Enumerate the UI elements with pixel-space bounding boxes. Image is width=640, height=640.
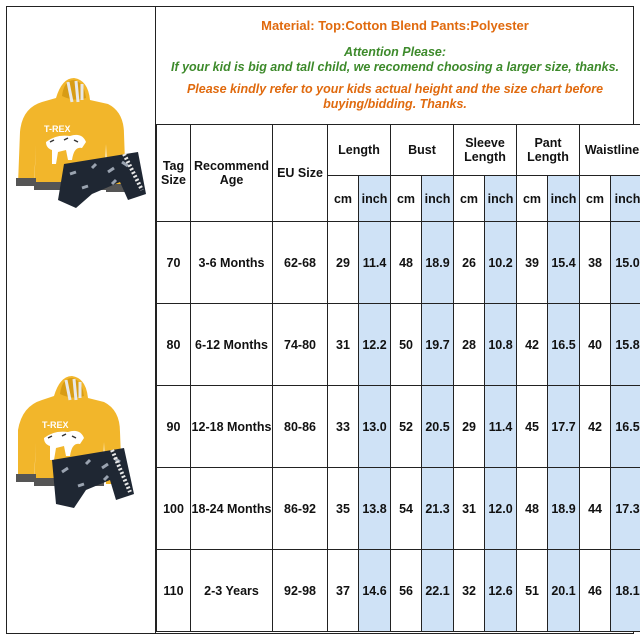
cell-sleeve-inch: 12.0: [485, 468, 517, 550]
cell-sleeve-cm: 26: [454, 222, 485, 304]
cell-sleeve-cm: 28: [454, 304, 485, 386]
chart-header: [156, 6, 634, 124]
header-waist: Waistline: [580, 125, 640, 176]
cell-bust-inch: 21.3: [422, 468, 454, 550]
cell-waist-inch: 15.0: [611, 222, 640, 304]
cell-waist-inch: 17.3: [611, 468, 640, 550]
cell-pant-inch: 16.5: [548, 304, 580, 386]
cell-waist-inch: 16.5: [611, 386, 640, 468]
attention-title: Attention Please:: [343, 45, 447, 59]
cell-pant-cm: 51: [517, 550, 548, 632]
header-tag-size: Tag Size: [157, 125, 191, 222]
cell-age: 6-12 Months: [191, 304, 273, 386]
unit-cell: cm: [454, 176, 485, 222]
header-pant: Pant Length: [517, 125, 580, 176]
table-row: [157, 550, 640, 632]
cell-length-inch: 11.4: [359, 222, 391, 304]
cell-pant-inch: 20.1: [548, 550, 580, 632]
cell-length-inch: 13.8: [359, 468, 391, 550]
cell-bust-cm: 50: [391, 304, 422, 386]
cell-pant-cm: 48: [517, 468, 548, 550]
cell-bust-cm: 52: [391, 386, 422, 468]
cell-sleeve-cm: 29: [454, 386, 485, 468]
cell-tag-size: 100: [157, 468, 191, 550]
unit-cell: inch: [611, 176, 640, 222]
hoodie-print-text: T-REX: [44, 124, 71, 134]
refer-line-1: Please kindly refer to your kids actual height and the size chart before: [186, 82, 604, 96]
header-length: Length: [328, 125, 391, 176]
cell-pant-cm: 42: [517, 304, 548, 386]
cell-sleeve-inch: 11.4: [485, 386, 517, 468]
cell-length-inch: 14.6: [359, 550, 391, 632]
unit-cell: cm: [517, 176, 548, 222]
cell-length-inch: 13.0: [359, 386, 391, 468]
cell-length-inch: 12.2: [359, 304, 391, 386]
unit-cell: cm: [391, 176, 422, 222]
cell-waist-cm: 46: [580, 550, 611, 632]
attention-note: [156, 45, 634, 75]
table-row: [157, 468, 640, 550]
cell-eu-size: 80-86: [273, 386, 328, 468]
table-row: [157, 222, 640, 304]
cell-age: 3-6 Months: [191, 222, 273, 304]
refer-note: [156, 82, 634, 112]
cell-bust-inch: 18.9: [422, 222, 454, 304]
cell-bust-inch: 22.1: [422, 550, 454, 632]
cell-age: 2-3 Years: [191, 550, 273, 632]
cell-waist-cm: 44: [580, 468, 611, 550]
table-header-row: [157, 125, 640, 176]
cell-sleeve-inch: 10.8: [485, 304, 517, 386]
cell-waist-inch: 18.1: [611, 550, 640, 632]
cell-tag-size: 70: [157, 222, 191, 304]
cell-length-cm: 37: [328, 550, 359, 632]
table-body: [157, 222, 640, 632]
unit-cell: cm: [580, 176, 611, 222]
cell-pant-cm: 39: [517, 222, 548, 304]
cell-sleeve-cm: 32: [454, 550, 485, 632]
cell-sleeve-inch: 10.2: [485, 222, 517, 304]
table-row: [157, 386, 640, 468]
cell-length-cm: 31: [328, 304, 359, 386]
product-image-top: [12, 72, 150, 212]
cell-waist-cm: 42: [580, 386, 611, 468]
cell-bust-inch: 20.5: [422, 386, 454, 468]
cell-age: 18-24 Months: [191, 468, 273, 550]
cell-eu-size: 92-98: [273, 550, 328, 632]
material-line: Material: Top:Cotton Blend Pants:Polyester: [261, 18, 529, 33]
cell-waist-inch: 15.8: [611, 304, 640, 386]
cell-waist-cm: 38: [580, 222, 611, 304]
header-eu-size: EU Size: [273, 125, 328, 222]
cell-eu-size: 86-92: [273, 468, 328, 550]
cell-bust-inch: 19.7: [422, 304, 454, 386]
unit-cell: inch: [485, 176, 517, 222]
unit-cell: inch: [422, 176, 454, 222]
cell-length-cm: 33: [328, 386, 359, 468]
cell-pant-cm: 45: [517, 386, 548, 468]
cell-pant-inch: 17.7: [548, 386, 580, 468]
table-row: [157, 304, 640, 386]
size-chart-table: [156, 124, 640, 632]
cell-tag-size: 80: [157, 304, 191, 386]
cell-bust-cm: 48: [391, 222, 422, 304]
cell-bust-cm: 54: [391, 468, 422, 550]
header-age: Recommend Age: [191, 125, 273, 222]
attention-text: If your kid is big and tall child, we recomend choosing a larger size, thanks.: [170, 60, 620, 74]
hoodie-print-text: T-REX: [42, 420, 69, 430]
cell-tag-size: 90: [157, 386, 191, 468]
cell-sleeve-inch: 12.6: [485, 550, 517, 632]
unit-cell: inch: [359, 176, 391, 222]
cell-tag-size: 110: [157, 550, 191, 632]
unit-cell: cm: [328, 176, 359, 222]
cell-length-cm: 35: [328, 468, 359, 550]
refer-line-2: buying/bidding. Thanks.: [323, 97, 467, 111]
product-image-bottom: [12, 368, 150, 508]
cell-bust-cm: 56: [391, 550, 422, 632]
cell-eu-size: 62-68: [273, 222, 328, 304]
header-sleeve: Sleeve Length: [454, 125, 517, 176]
cell-pant-inch: 18.9: [548, 468, 580, 550]
cell-age: 12-18 Months: [191, 386, 273, 468]
cell-length-cm: 29: [328, 222, 359, 304]
unit-cell: inch: [548, 176, 580, 222]
cell-pant-inch: 15.4: [548, 222, 580, 304]
cell-eu-size: 74-80: [273, 304, 328, 386]
header-bust: Bust: [391, 125, 454, 176]
cell-sleeve-cm: 31: [454, 468, 485, 550]
cell-waist-cm: 40: [580, 304, 611, 386]
